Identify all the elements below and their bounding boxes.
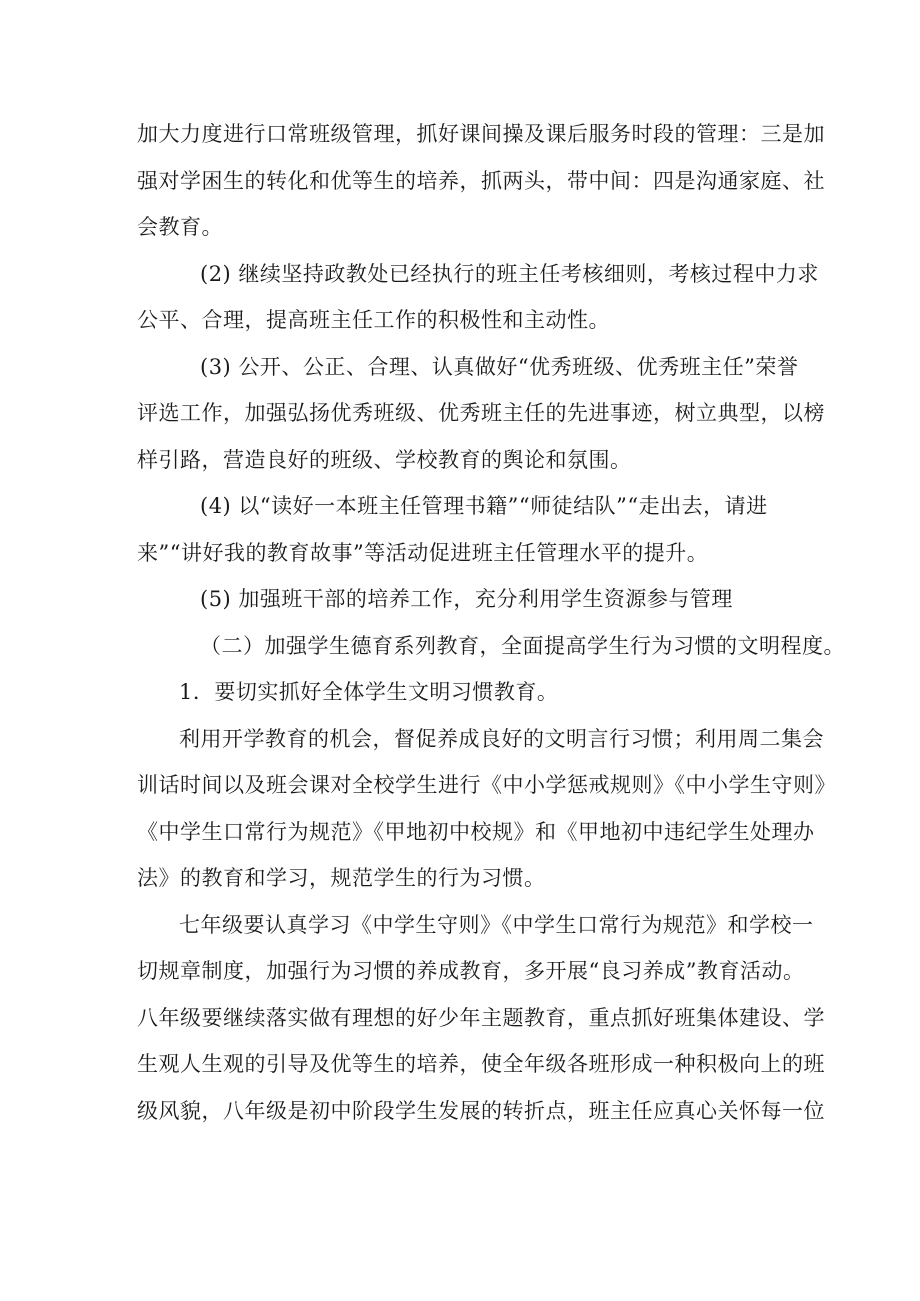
text-line: 八年级要继续落实做有理想的好少年主题教育，重点抓好班集体建设、学 xyxy=(137,1005,825,1030)
text-line: (5) 加强班干部的培养工作，充分利用学生资源参与管理 xyxy=(200,587,733,611)
text-line: 加大力度进行口常班级管理，抓好课间操及课后服务时段的管理：三是加 xyxy=(137,122,825,146)
text-line: 生观人生观的引导及优等生的培养，使全年级各班形成一种积极向上的班 xyxy=(137,1052,825,1076)
text-line: 公平、合理，提高班主任工作的积极性和主动性。 xyxy=(137,308,610,332)
text-line: 七年级要认真学习《中学生守则》《中学生口常行为规范》和学校一 xyxy=(179,912,814,937)
document-body xyxy=(137,111,845,1134)
text-line: 评选工作，加强弘扬优秀班级、优秀班主任的先进事迹，树立典型，以榜 xyxy=(137,401,825,425)
text-line: 切规章制度，加强行为习惯的养成教育，多开展“良习养成”教育活动。 xyxy=(137,959,805,983)
text-line: 利用开学教育的机会，督促养成良好的文明言行习惯；利用周二集会 xyxy=(179,726,824,751)
text-line: 级风貌，八年级是初中阶段学生发展的转折点，班主任应真心关怀每一位 xyxy=(137,1098,825,1123)
text-line: 会教育。 xyxy=(137,215,223,239)
subsection-heading: 1．要切实抓好全体学生文明习惯教育。 xyxy=(179,680,559,704)
text-line: 法》的教育和学习，规范学生的行为习惯。 xyxy=(137,866,546,890)
text-line: 来”“讲好我的教育故事”等活动促进班主任管理水平的提升。 xyxy=(137,540,709,565)
text-line: 《中学生口常行为规范》《甲地初中校规》和《甲地初中违纪学生处理办 xyxy=(137,819,815,844)
text-line: (3) 公开、公正、合理、认真做好“优秀班级、优秀班主任”荣誉 xyxy=(200,354,799,379)
text-line: 强对学困生的转化和优等生的培养，抓两头，带中间：四是沟通家庭、社 xyxy=(137,168,825,193)
text-line: (2) 继续坚持政教处已经执行的班主任考核细则，考核过程中力求 xyxy=(200,261,819,286)
section-heading: （二）加强学生德育系列教育，全面提高学生行为习惯的文明程度。 xyxy=(200,633,845,658)
text-line: 样引路，营造良好的班级、学校教育的舆论和氛围。 xyxy=(137,447,632,472)
text-line: 训话时间以及班会课对全校学生进行《中小学惩戒规则》《中小学生守则》 xyxy=(137,773,836,797)
text-line: (4) 以“读好一本班主任管理书籍”“师徒结队”“走出去，请进 xyxy=(200,494,768,518)
